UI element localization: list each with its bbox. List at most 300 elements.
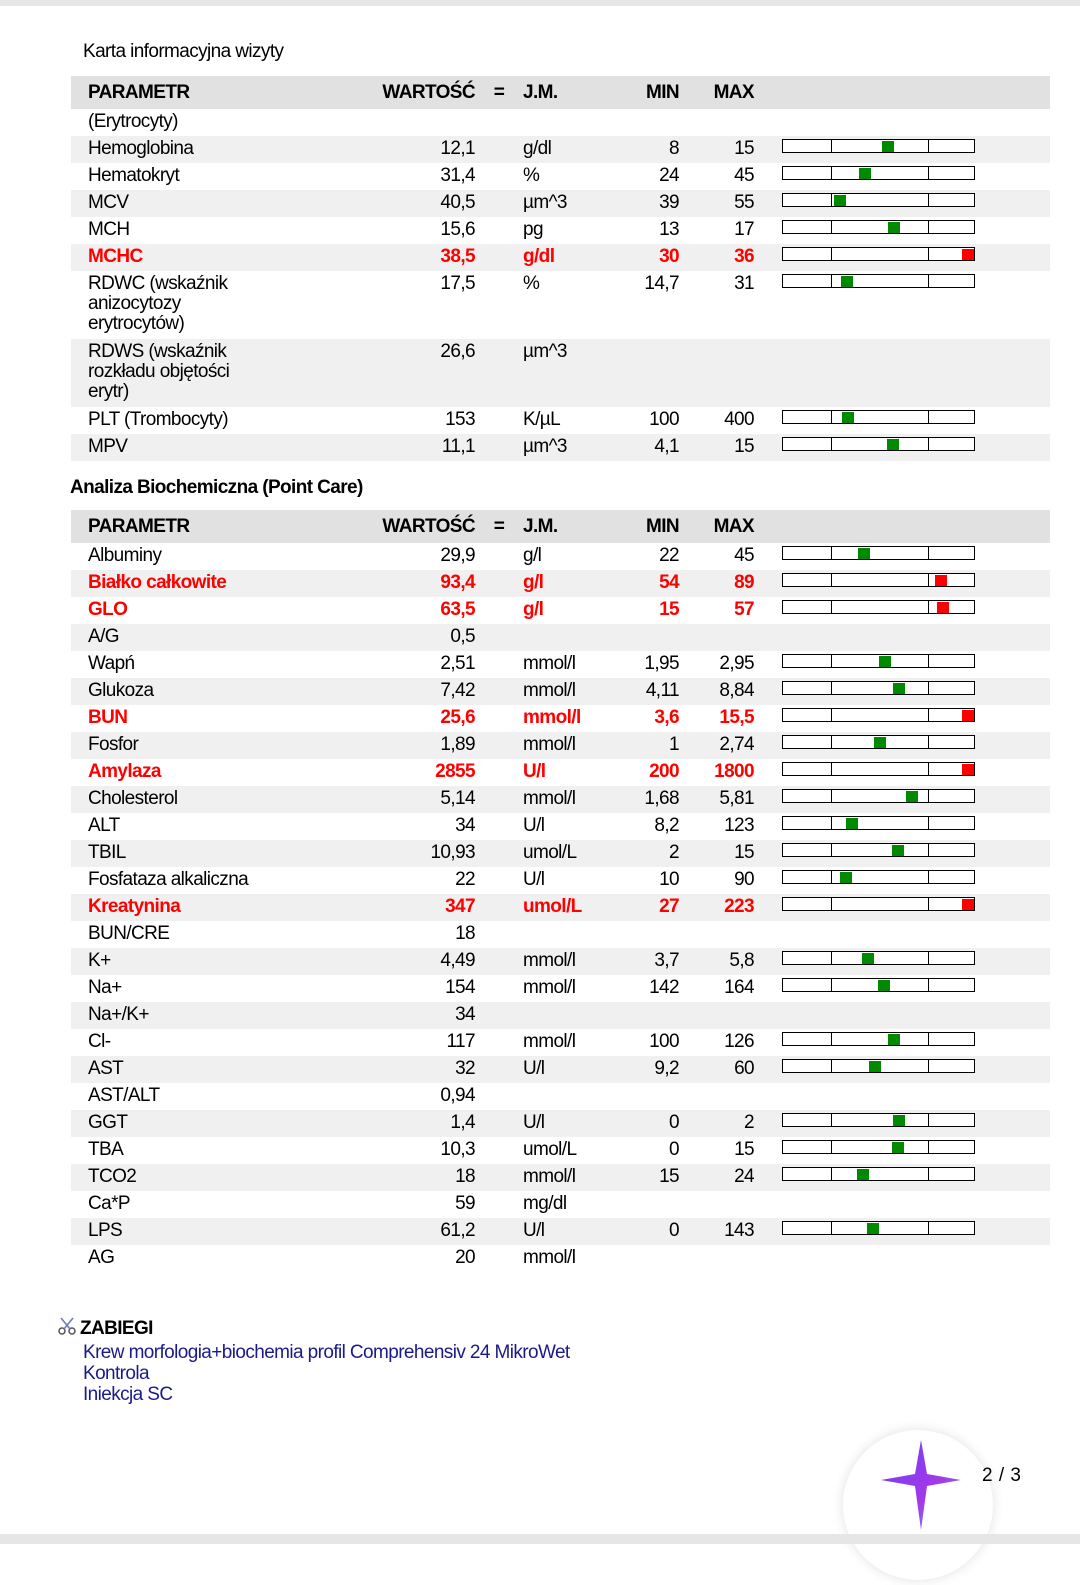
out-of-range-marker	[962, 249, 974, 260]
param-unit-cell: mmol/l	[523, 977, 576, 998]
param-name-cell: A/G	[88, 626, 119, 647]
range-tick	[928, 1222, 929, 1234]
in-range-marker	[879, 656, 891, 667]
param-max-cell: 164	[724, 977, 754, 998]
range-bar	[782, 789, 975, 803]
col-min-header: MIN	[645, 515, 679, 537]
param-eq-cell	[475, 1083, 523, 1110]
out-of-range-marker	[935, 575, 947, 586]
range-bar	[782, 681, 975, 695]
param-unit-cell: mmol/l	[523, 950, 576, 971]
range-tick	[928, 167, 929, 179]
document-title: Karta informacyjna wizyty	[83, 41, 284, 62]
param-min-cell: 2	[669, 842, 679, 863]
param-min-cell: 9,2	[654, 1058, 679, 1079]
param-eq-cell	[475, 1164, 523, 1191]
page-indicator: 2 / 3	[982, 1465, 1022, 1486]
param-eq-cell	[475, 190, 523, 217]
param-min-cell: 142	[649, 977, 679, 998]
param-value-cell: 10,93	[430, 842, 475, 863]
table-row	[71, 190, 1050, 217]
range-bar	[782, 437, 975, 451]
param-min-cell: 1,68	[644, 788, 679, 809]
range-tick	[928, 871, 929, 883]
procedure-item: Kontrola	[83, 1363, 149, 1384]
param-unit-cell	[523, 921, 613, 948]
param-max-cell: 2,95	[719, 653, 754, 674]
range-tick	[928, 1114, 929, 1126]
param-max-cell	[679, 339, 754, 407]
param-unit-cell: U/l	[523, 761, 546, 782]
param-max-cell: 15	[734, 842, 754, 863]
in-range-marker	[840, 872, 852, 883]
param-name-cell: AG	[88, 1247, 115, 1268]
range-tick	[928, 194, 929, 206]
param-name-cell: Cl-	[88, 1031, 111, 1052]
param-value-cell: 0,94	[440, 1085, 475, 1106]
range-tick	[928, 140, 929, 152]
col-range-header	[754, 76, 1050, 109]
range-indicator-cell	[754, 840, 1050, 867]
param-value-cell: 12,1	[440, 138, 475, 159]
range-tick	[928, 1033, 929, 1045]
param-min-cell	[613, 1083, 679, 1110]
range-tick	[928, 601, 929, 613]
range-indicator-cell	[754, 570, 1050, 597]
range-indicator-cell	[754, 813, 1050, 840]
param-eq-cell	[475, 1002, 523, 1029]
param-eq-cell	[475, 1245, 523, 1272]
in-range-marker	[892, 845, 904, 856]
col-eq-header: =	[493, 515, 505, 537]
range-tick	[928, 979, 929, 991]
table-row	[71, 136, 1050, 163]
range-indicator-cell	[754, 624, 1050, 651]
param-unit-cell: U/l	[523, 1220, 545, 1241]
param-unit-cell	[523, 1083, 613, 1110]
param-value-cell: 59	[455, 1193, 475, 1214]
param-min-cell: 8	[669, 138, 679, 159]
param-max-cell	[679, 921, 754, 948]
in-range-marker	[878, 980, 890, 991]
in-range-marker	[857, 1169, 869, 1180]
blood-count-table	[71, 76, 1050, 461]
floating-action-button[interactable]	[843, 1430, 993, 1580]
table-row	[71, 732, 1050, 759]
param-name-cell: MCHC	[88, 246, 143, 267]
range-bar	[782, 1221, 975, 1235]
param-eq-cell	[475, 1029, 523, 1056]
range-bar	[782, 1059, 975, 1073]
range-bar	[782, 220, 975, 234]
range-tick	[928, 682, 929, 694]
in-range-marker	[846, 818, 858, 829]
param-value-cell: 34	[455, 815, 475, 836]
param-value-cell: 10,3	[440, 1139, 475, 1160]
range-tick	[831, 1114, 832, 1126]
param-max-cell: 223	[724, 896, 754, 917]
table-row	[71, 813, 1050, 840]
table-row	[71, 1191, 1050, 1218]
table-row	[71, 1083, 1050, 1110]
table-row	[71, 163, 1050, 190]
col-param-header: PARAMETR	[88, 515, 190, 537]
param-value-cell: 18	[455, 1166, 475, 1187]
out-of-range-marker	[937, 602, 949, 613]
param-max-cell: 1800	[714, 761, 754, 782]
range-bar	[782, 1167, 975, 1181]
range-bar	[782, 870, 975, 884]
param-max-cell: 15	[734, 1139, 754, 1160]
range-tick	[831, 140, 832, 152]
param-min-cell: 30	[659, 246, 679, 267]
param-unit-cell: mmol/l	[523, 1247, 576, 1268]
col-unit-header: J.M.	[523, 515, 558, 537]
range-indicator-cell	[754, 543, 1050, 570]
param-eq-cell	[475, 570, 523, 597]
param-min-cell: 15	[659, 1166, 679, 1187]
param-eq-cell	[475, 732, 523, 759]
in-range-marker	[888, 1034, 900, 1045]
table-row	[71, 759, 1050, 786]
table-row	[71, 1029, 1050, 1056]
param-unit-cell: U/l	[523, 1112, 545, 1133]
param-name-cell: Fosfataza alkaliczna	[88, 869, 249, 890]
table-row	[71, 339, 1050, 407]
param-max-cell: 5,8	[729, 950, 754, 971]
range-bar	[782, 708, 975, 722]
param-min-cell: 3,7	[654, 950, 679, 971]
param-name-cell: Fosfor	[88, 734, 139, 755]
range-indicator-cell	[754, 136, 1050, 163]
param-max-cell: 55	[734, 192, 754, 213]
table-row	[71, 109, 1050, 136]
range-bar	[782, 735, 975, 749]
param-value-cell: 25,6	[440, 707, 475, 728]
table-row	[71, 1110, 1050, 1137]
param-eq-cell	[475, 339, 523, 407]
in-range-marker	[834, 195, 846, 206]
param-max-cell	[679, 624, 754, 651]
param-value-cell: 20	[455, 1247, 475, 1268]
range-tick	[928, 221, 929, 233]
param-eq-cell	[475, 1137, 523, 1164]
param-eq-cell	[475, 975, 523, 1002]
param-min-cell	[613, 1245, 679, 1272]
range-tick	[831, 763, 832, 775]
param-max-cell: 15	[734, 436, 754, 457]
in-range-marker	[887, 439, 899, 450]
param-max-cell: 123	[724, 815, 754, 836]
param-name-cell: Albuminy	[88, 545, 162, 566]
table-row	[71, 651, 1050, 678]
param-max-cell: 15	[734, 138, 754, 159]
range-tick	[831, 952, 832, 964]
param-eq-cell	[475, 434, 523, 461]
col-unit-header: J.M.	[523, 81, 558, 103]
range-indicator-cell	[754, 894, 1050, 921]
range-indicator-cell	[754, 1191, 1050, 1218]
table-row	[71, 1245, 1050, 1272]
param-min-cell	[613, 624, 679, 651]
param-unit-cell: U/l	[523, 869, 545, 890]
param-name-cell: Glukoza	[88, 680, 154, 701]
range-tick	[831, 547, 832, 559]
param-name-cell: ALT	[88, 815, 120, 836]
param-min-cell: 0	[669, 1112, 679, 1133]
table-row	[71, 271, 1050, 339]
range-indicator-cell	[754, 217, 1050, 244]
procedures-list	[83, 1342, 570, 1405]
param-max-cell: 5,81	[719, 788, 754, 809]
range-tick	[831, 709, 832, 721]
param-eq-cell	[475, 163, 523, 190]
param-name-cell: GGT	[88, 1112, 128, 1133]
param-value-cell: 93,4	[440, 572, 475, 593]
param-name-cell: PLT (Trombocyty)	[88, 409, 228, 430]
param-unit-cell: umol/L	[523, 842, 577, 863]
range-tick	[928, 574, 929, 586]
param-eq-cell	[475, 840, 523, 867]
out-of-range-marker	[962, 899, 974, 910]
param-name-cell: MCH	[88, 219, 130, 240]
range-tick	[831, 898, 832, 910]
range-bar	[782, 247, 975, 261]
param-eq-cell	[475, 678, 523, 705]
param-min-cell	[613, 1191, 679, 1218]
param-name-cell: Na+/K+	[88, 1004, 149, 1025]
param-min-cell: 54	[659, 572, 679, 593]
in-range-marker	[888, 222, 900, 233]
in-range-marker	[906, 791, 918, 802]
param-eq-cell	[475, 271, 523, 339]
param-name-cell: MCV	[88, 192, 129, 213]
param-value-cell: 2,51	[440, 653, 475, 674]
param-max-cell: 126	[724, 1031, 754, 1052]
param-value-cell: 2855	[435, 761, 475, 782]
param-min-cell: 100	[649, 1031, 679, 1052]
param-unit-cell: mg/dl	[523, 1193, 567, 1214]
range-bar	[782, 816, 975, 830]
param-value-cell: 26,6	[440, 341, 475, 362]
range-tick	[928, 763, 929, 775]
range-tick	[928, 275, 929, 287]
param-eq-cell	[475, 543, 523, 570]
param-name-cell: AST	[88, 1058, 124, 1079]
range-indicator-cell	[754, 407, 1050, 434]
col-param-header: PARAMETR	[88, 81, 190, 103]
param-min-cell: 10	[659, 869, 679, 890]
table-row	[71, 597, 1050, 624]
param-min-cell	[613, 921, 679, 948]
range-bar	[782, 166, 975, 180]
table-row	[71, 434, 1050, 461]
range-bar	[782, 1113, 975, 1127]
param-value-cell: 1,4	[450, 1112, 475, 1133]
param-eq-cell	[475, 705, 523, 732]
param-max-cell: 400	[724, 409, 754, 430]
param-unit-cell: U/l	[523, 815, 545, 836]
param-max-cell: 31	[734, 273, 754, 294]
param-eq-cell	[475, 244, 523, 271]
param-min-cell: 27	[659, 896, 679, 917]
bottom-edge	[0, 1534, 1080, 1544]
param-unit-cell: g/dl	[523, 138, 552, 159]
param-value-cell: 34	[455, 1004, 475, 1025]
range-bar	[782, 654, 975, 668]
param-name-cell: K+	[88, 950, 111, 971]
range-indicator-cell	[754, 975, 1050, 1002]
range-indicator-cell	[754, 244, 1050, 271]
range-tick	[831, 248, 832, 260]
table-row	[71, 705, 1050, 732]
param-name-cell: Na+	[88, 977, 122, 998]
biochemistry-table	[71, 510, 1050, 1272]
range-tick	[831, 1222, 832, 1234]
range-bar	[782, 600, 975, 614]
in-range-marker	[841, 276, 853, 287]
range-tick	[831, 817, 832, 829]
range-indicator-cell	[754, 1056, 1050, 1083]
range-indicator-cell	[754, 1110, 1050, 1137]
table-row	[71, 407, 1050, 434]
range-indicator-cell	[754, 1164, 1050, 1191]
param-unit-cell	[523, 109, 613, 136]
range-indicator-cell	[754, 1218, 1050, 1245]
range-bar	[782, 1032, 975, 1046]
range-bar	[782, 410, 975, 424]
param-value-cell: 154	[445, 977, 475, 998]
param-min-cell: 39	[659, 192, 679, 213]
top-toolbar-edge	[0, 0, 1080, 6]
col-eq-header: =	[493, 81, 505, 103]
param-eq-cell	[475, 136, 523, 163]
table-row	[71, 244, 1050, 271]
param-eq-cell	[475, 1056, 523, 1083]
param-eq-cell	[475, 1218, 523, 1245]
param-unit-cell: %	[523, 165, 540, 186]
range-tick	[928, 438, 929, 450]
param-unit-cell: %	[523, 273, 540, 294]
param-eq-cell	[475, 407, 523, 434]
param-min-cell: 13	[659, 219, 679, 240]
param-max-cell	[679, 1191, 754, 1218]
range-bar	[782, 951, 975, 965]
range-indicator-cell	[754, 190, 1050, 217]
param-eq-cell	[475, 894, 523, 921]
table-row	[71, 894, 1050, 921]
range-tick	[831, 1033, 832, 1045]
range-bar	[782, 1140, 975, 1154]
in-range-marker	[859, 168, 871, 179]
param-max-cell: 89	[734, 572, 754, 593]
table-row	[71, 975, 1050, 1002]
range-indicator-cell	[754, 651, 1050, 678]
param-name-cell: Hematokryt	[88, 165, 180, 186]
param-value-cell: 117	[446, 1031, 475, 1052]
range-bar	[782, 573, 975, 587]
range-tick	[831, 438, 832, 450]
param-min-cell: 22	[659, 545, 679, 566]
range-tick	[831, 844, 832, 856]
param-name-cell: BUN/CRE	[88, 923, 170, 944]
table-header-row	[71, 510, 1050, 543]
param-min-cell: 0	[669, 1139, 679, 1160]
table-row	[71, 624, 1050, 651]
param-min-cell	[613, 339, 679, 407]
param-value-cell: 63,5	[440, 599, 475, 620]
param-max-cell: 2	[744, 1112, 754, 1133]
range-tick	[831, 871, 832, 883]
in-range-marker	[867, 1223, 879, 1234]
range-tick	[928, 736, 929, 748]
table-row	[71, 1056, 1050, 1083]
param-unit-cell: mmol/l	[523, 1166, 576, 1187]
range-bar	[782, 193, 975, 207]
param-name-cell: Amylaza	[88, 761, 161, 782]
procedure-item: Iniekcja SC	[83, 1384, 173, 1405]
param-unit-cell: mmol/l	[523, 1031, 576, 1052]
in-range-marker	[874, 737, 886, 748]
param-name-cell: Kreatynina	[88, 896, 181, 917]
param-min-cell	[613, 1002, 679, 1029]
range-indicator-cell	[754, 678, 1050, 705]
param-max-cell: 143	[724, 1220, 754, 1241]
range-indicator-cell	[754, 597, 1050, 624]
col-min-header: MIN	[645, 81, 679, 103]
param-unit-cell: µm^3	[523, 192, 567, 213]
in-range-marker	[869, 1061, 881, 1072]
param-eq-cell	[475, 786, 523, 813]
table-row	[71, 1218, 1050, 1245]
range-tick	[928, 844, 929, 856]
param-unit-cell	[523, 1002, 613, 1029]
param-min-cell: 24	[659, 165, 679, 186]
in-range-marker	[893, 683, 905, 694]
range-tick	[928, 1168, 929, 1180]
table-row	[71, 840, 1050, 867]
param-max-cell: 15,5	[719, 707, 754, 728]
table-row	[71, 543, 1050, 570]
param-eq-cell	[475, 651, 523, 678]
param-min-cell: 1,95	[644, 653, 679, 674]
range-tick	[928, 790, 929, 802]
param-min-cell: 4,11	[645, 680, 679, 701]
param-unit-cell: mmol/l	[523, 680, 576, 701]
range-bar	[782, 897, 975, 911]
col-max-header: MAX	[713, 515, 754, 537]
param-eq-cell	[475, 624, 523, 651]
range-indicator-cell	[754, 163, 1050, 190]
range-tick	[928, 655, 929, 667]
range-tick	[928, 547, 929, 559]
param-unit-cell: U/l	[523, 1058, 545, 1079]
param-name-cell: RDWS (wskaźnik rozkładu objętości erytr)	[88, 341, 230, 402]
param-eq-cell	[475, 813, 523, 840]
range-tick	[831, 167, 832, 179]
table-row	[71, 570, 1050, 597]
param-name-cell: TBIL	[88, 842, 126, 863]
table-row	[71, 786, 1050, 813]
param-name-cell: LPS	[88, 1220, 123, 1241]
param-max-cell: 60	[734, 1058, 754, 1079]
param-eq-cell	[475, 867, 523, 894]
col-value-header: WARTOŚĆ	[382, 81, 475, 103]
param-max-cell: 2,74	[719, 734, 754, 755]
range-indicator-cell	[754, 1137, 1050, 1164]
param-value-cell	[361, 109, 475, 136]
table-row	[71, 678, 1050, 705]
